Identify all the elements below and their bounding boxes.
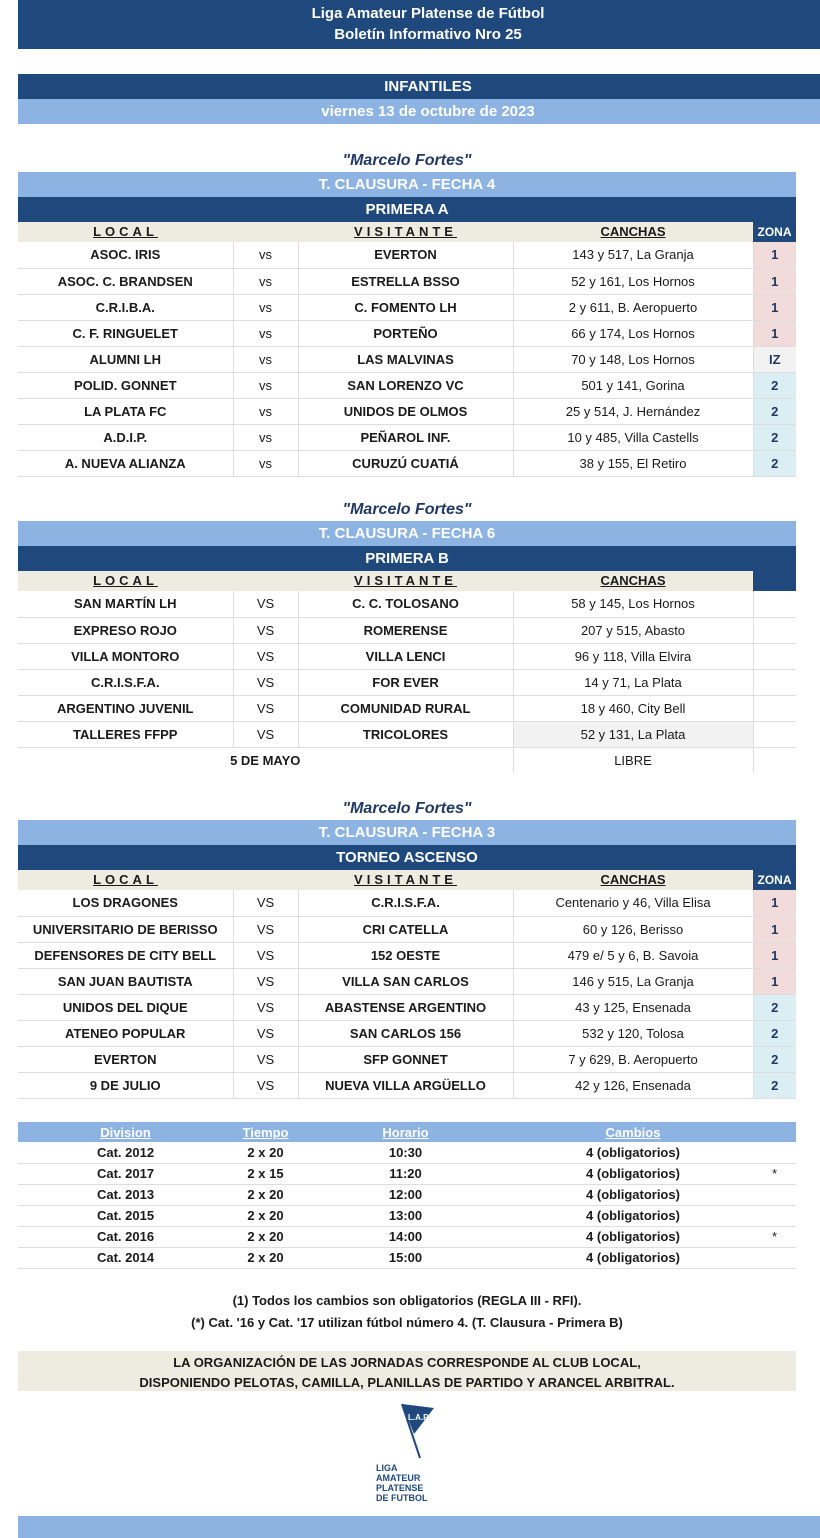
horario-cell: 11:20: [298, 1163, 513, 1184]
zona-badge: 2: [753, 994, 796, 1020]
vs-label: VS: [233, 617, 298, 643]
horario-cell: 14:00: [298, 1226, 513, 1247]
zona-badge: 1: [753, 968, 796, 994]
schedule-row: [18, 1163, 796, 1184]
table-header: [18, 222, 796, 242]
tiempo-cell: 2 x 20: [233, 1184, 298, 1205]
visiting-team: VILLA LENCI: [298, 643, 513, 669]
horario-cell: 10:30: [298, 1142, 513, 1163]
venue: 479 e/ 5 y 6, B. Savoia: [513, 942, 753, 968]
footer-bar: [18, 1516, 820, 1538]
local-team: ASOC. C. BRANDSEN: [18, 268, 233, 294]
empty-cell: [753, 617, 796, 643]
zona-badge: 1: [753, 294, 796, 320]
vs-label: VS: [233, 721, 298, 747]
note-cambios: (1) Todos los cambios son obligatorios (REGLA III - RFI).: [232, 1293, 582, 1308]
local-team: POLID. GONNET: [18, 372, 233, 398]
header-local: LOCAL: [18, 571, 233, 591]
empty-cell: [753, 591, 796, 617]
category-title: INFANTILES: [18, 74, 820, 99]
local-team: EXPRESO ROJO: [18, 617, 233, 643]
venue: 143 y 517, La Granja: [513, 242, 753, 268]
local-team: A.D.I.P.: [18, 424, 233, 450]
visiting-team: C. C. TOLOSANO: [298, 591, 513, 617]
league-logo: [360, 1400, 460, 1503]
header-tiempo: Tiempo: [233, 1122, 298, 1142]
fixtures-body: [18, 890, 796, 1098]
local-team: SAN JUAN BAUTISTA: [18, 968, 233, 994]
fixtures-body: [18, 591, 796, 747]
vs-label: VS: [233, 643, 298, 669]
vs-label: vs: [233, 346, 298, 372]
vs-label: VS: [233, 1020, 298, 1046]
local-team: TALLERES FFPP: [18, 721, 233, 747]
division-cell: Cat. 2014: [18, 1247, 233, 1268]
visiting-team: ESTRELLA BSSO: [298, 268, 513, 294]
match-row: [18, 890, 796, 916]
header-zona: ZONA: [753, 222, 796, 242]
vs-label: VS: [233, 916, 298, 942]
header-canchas: CANCHAS: [600, 224, 666, 239]
logo-line: PLATENSE: [376, 1483, 424, 1493]
match-row: [18, 268, 796, 294]
visiting-team: VILLA SAN CARLOS: [298, 968, 513, 994]
venue: 18 y 460, City Bell: [513, 695, 753, 721]
venue: 52 y 131, La Plata: [513, 721, 753, 747]
venue: 146 y 515, La Granja: [513, 968, 753, 994]
vs-label: vs: [233, 320, 298, 346]
vs-label: vs: [233, 242, 298, 268]
header-zona: ZONA: [753, 870, 796, 890]
visiting-team: ROMERENSE: [298, 617, 513, 643]
vs-label: vs: [233, 372, 298, 398]
match-row: [18, 617, 796, 643]
vs-label: VS: [233, 890, 298, 916]
local-team: C. F. RINGUELET: [18, 320, 233, 346]
fixtures-table: [18, 870, 796, 1099]
match-row: [18, 1072, 796, 1098]
horario-cell: 15:00: [298, 1247, 513, 1268]
venue: 66 y 174, Los Hornos: [513, 320, 753, 346]
local-team: UNIDOS DEL DIQUE: [18, 994, 233, 1020]
visiting-team: PEÑAROL INF.: [298, 424, 513, 450]
match-row: [18, 695, 796, 721]
match-row: [18, 242, 796, 268]
venue: 42 y 126, Ensenada: [513, 1072, 753, 1098]
local-team: ATENEO POPULAR: [18, 1020, 233, 1046]
empty-cell: [753, 669, 796, 695]
schedule-row: [18, 1247, 796, 1268]
visiting-team: PORTEÑO: [298, 320, 513, 346]
match-row: [18, 294, 796, 320]
header-division: Division: [18, 1122, 233, 1142]
local-team: EVERTON: [18, 1046, 233, 1072]
local-team: C.R.I.S.F.A.: [18, 669, 233, 695]
venue: 532 y 120, Tolosa: [513, 1020, 753, 1046]
header-visitante: VISITANTE: [354, 872, 457, 887]
division-cell: Cat. 2013: [18, 1184, 233, 1205]
schedule-header: [18, 1122, 796, 1142]
venue: 501 y 141, Gorina: [513, 372, 753, 398]
match-row: [18, 346, 796, 372]
horario-cell: 13:00: [298, 1205, 513, 1226]
cambios-cell: 4 (obligatorios): [513, 1247, 753, 1268]
visiting-team: C.R.I.S.F.A.: [298, 890, 513, 916]
visiting-team: TRICOLORES: [298, 721, 513, 747]
venue: 14 y 71, La Plata: [513, 669, 753, 695]
schedule-section: [18, 1122, 796, 1269]
footnote-mark: [753, 1142, 796, 1163]
venue: 207 y 515, Abasto: [513, 617, 753, 643]
schedule-row: [18, 1184, 796, 1205]
header-cambios: Cambios: [513, 1122, 753, 1142]
libre-row: [18, 747, 796, 773]
zona-badge: 1: [753, 890, 796, 916]
vs-label: vs: [233, 424, 298, 450]
header-local: LOCAL: [93, 872, 158, 887]
local-team: ASOC. IRIS: [18, 242, 233, 268]
division-title: PRIMERA A: [18, 197, 796, 222]
visiting-team: EVERTON: [298, 242, 513, 268]
fecha-title: T. CLAUSURA - FECHA 6: [18, 521, 796, 546]
header-canchas: CANCHAS: [600, 872, 666, 887]
vs-label: VS: [233, 591, 298, 617]
footnote-mark: [753, 1205, 796, 1226]
libre-team: 5 DE MAYO: [18, 747, 513, 773]
section-primera-a: [18, 150, 796, 477]
vs-label: vs: [233, 398, 298, 424]
match-row: [18, 1020, 796, 1046]
cup-name: "Marcelo Fortes": [342, 152, 472, 169]
visiting-team: NUEVA VILLA ARGÜELLO: [298, 1072, 513, 1098]
header-local: LOCAL: [93, 224, 158, 239]
local-team: LOS DRAGONES: [18, 890, 233, 916]
venue: 58 y 145, Los Hornos: [513, 591, 753, 617]
match-row: [18, 968, 796, 994]
note-ball-size: (*) Cat. '16 y Cat. '17 utilizan fútbol número 4. (T. Clausura - Primera B): [191, 1315, 623, 1330]
empty-cell: [753, 721, 796, 747]
cambios-cell: 4 (obligatorios): [513, 1205, 753, 1226]
logo-text: [360, 1463, 460, 1503]
schedule-table: [18, 1122, 796, 1269]
visiting-team: COMUNIDAD RURAL: [298, 695, 513, 721]
visiting-team: UNIDOS DE OLMOS: [298, 398, 513, 424]
local-team: ARGENTINO JUVENIL: [18, 695, 233, 721]
footnote-mark: [753, 1184, 796, 1205]
match-row: [18, 424, 796, 450]
cup-name: "Marcelo Fortes": [342, 800, 472, 817]
division-cell: Cat. 2015: [18, 1205, 233, 1226]
visiting-team: 152 OESTE: [298, 942, 513, 968]
zona-badge: IZ: [753, 346, 796, 372]
venue: 25 y 514, J. Hernández: [513, 398, 753, 424]
vs-label: vs: [233, 294, 298, 320]
section-primera-b: [18, 499, 796, 773]
zona-badge: 1: [753, 320, 796, 346]
zona-badge: 1: [753, 242, 796, 268]
header-horario: Horario: [298, 1122, 513, 1142]
venue: 7 y 629, B. Aeropuerto: [513, 1046, 753, 1072]
organization-line-1: LA ORGANIZACIÓN DE LAS JORNADAS CORRESPONDE AL CLUB LOCAL,: [173, 1355, 641, 1370]
visiting-team: SAN LORENZO VC: [298, 372, 513, 398]
schedule-row: [18, 1205, 796, 1226]
match-row: [18, 398, 796, 424]
tiempo-cell: 2 x 20: [233, 1247, 298, 1268]
flag-icon: [380, 1400, 440, 1460]
libre-label: LIBRE: [513, 747, 753, 773]
date-banner: viernes 13 de octubre de 2023: [18, 99, 820, 124]
vs-label: VS: [233, 942, 298, 968]
header-canchas: CANCHAS: [513, 571, 753, 591]
cambios-cell: 4 (obligatorios): [513, 1184, 753, 1205]
vs-label: VS: [233, 994, 298, 1020]
match-row: [18, 994, 796, 1020]
cambios-cell: 4 (obligatorios): [513, 1142, 753, 1163]
visiting-team: ABASTENSE ARGENTINO: [298, 994, 513, 1020]
match-row: [18, 1046, 796, 1072]
match-row: [18, 721, 796, 747]
zona-badge: 1: [753, 916, 796, 942]
venue: 2 y 611, B. Aeropuerto: [513, 294, 753, 320]
zona-badge: 2: [753, 1020, 796, 1046]
vs-label: VS: [233, 968, 298, 994]
zona-badge: 2: [753, 424, 796, 450]
tiempo-cell: 2 x 20: [233, 1226, 298, 1247]
fecha-title: T. CLAUSURA - FECHA 3: [18, 820, 796, 845]
venue: 52 y 161, Los Hornos: [513, 268, 753, 294]
local-team: SAN MARTÍN LH: [18, 591, 233, 617]
division-title: TORNEO ASCENSO: [18, 845, 796, 870]
cambios-cell: 4 (obligatorios): [513, 1163, 753, 1184]
footnote-mark: *: [753, 1226, 796, 1247]
tiempo-cell: 2 x 20: [233, 1205, 298, 1226]
zona-badge: 2: [753, 398, 796, 424]
match-row: [18, 591, 796, 617]
venue: 70 y 148, Los Hornos: [513, 346, 753, 372]
tiempo-cell: 2 x 20: [233, 1142, 298, 1163]
division-cell: Cat. 2016: [18, 1226, 233, 1247]
venue: 60 y 126, Berisso: [513, 916, 753, 942]
tiempo-cell: 2 x 15: [233, 1163, 298, 1184]
footnote-mark: *: [753, 1163, 796, 1184]
horario-cell: 12:00: [298, 1184, 513, 1205]
organization-notice: [18, 1351, 796, 1391]
notes: [18, 1290, 796, 1334]
bulletin-header: [18, 0, 820, 49]
section-torneo-ascenso: [18, 798, 796, 1099]
visiting-team: CRI CATELLA: [298, 916, 513, 942]
visiting-team: C. FOMENTO LH: [298, 294, 513, 320]
local-team: C.R.I.B.A.: [18, 294, 233, 320]
zona-badge: 1: [753, 268, 796, 294]
zona-badge: 2: [753, 372, 796, 398]
venue: 38 y 155, El Retiro: [513, 450, 753, 476]
logo-line: DE FUTBOL: [376, 1493, 428, 1503]
vs-label: VS: [233, 1046, 298, 1072]
schedule-body: [18, 1142, 796, 1268]
venue: 96 y 118, Villa Elvira: [513, 643, 753, 669]
schedule-row: [18, 1226, 796, 1247]
logo-line: AMATEUR: [376, 1473, 421, 1483]
zona-badge: 2: [753, 450, 796, 476]
local-team: ALUMNI LH: [18, 346, 233, 372]
empty-cell: [753, 695, 796, 721]
header-visitante: VISITANTE: [354, 224, 457, 239]
match-row: [18, 320, 796, 346]
table-header: [18, 571, 796, 591]
vs-label: VS: [233, 669, 298, 695]
match-row: [18, 372, 796, 398]
visiting-team: LAS MALVINAS: [298, 346, 513, 372]
match-row: [18, 942, 796, 968]
zona-badge: 2: [753, 1046, 796, 1072]
zona-badge: 1: [753, 942, 796, 968]
empty-cell: [753, 643, 796, 669]
vs-label: VS: [233, 695, 298, 721]
fixtures-table: [18, 571, 796, 773]
visiting-team: SFP GONNET: [298, 1046, 513, 1072]
venue: 10 y 485, Villa Castells: [513, 424, 753, 450]
footnote-mark: [753, 1247, 796, 1268]
vs-label: VS: [233, 1072, 298, 1098]
venue: 43 y 125, Ensenada: [513, 994, 753, 1020]
venue: Centenario y 46, Villa Elisa: [513, 890, 753, 916]
logo-line: LIGA: [376, 1463, 398, 1473]
schedule-row: [18, 1142, 796, 1163]
vs-label: vs: [233, 450, 298, 476]
flag-text: L.A.P: [408, 1413, 429, 1422]
visiting-team: FOR EVER: [298, 669, 513, 695]
division-title: PRIMERA B: [18, 546, 796, 571]
fixtures-table: [18, 222, 796, 477]
fecha-title: T. CLAUSURA - FECHA 4: [18, 172, 796, 197]
organization-line-2: DISPONIENDO PELOTAS, CAMILLA, PLANILLAS DE PARTIDO Y ARANCEL ARBITRAL.: [139, 1375, 675, 1390]
local-team: VILLA MONTORO: [18, 643, 233, 669]
bulletin-number: Boletín Informativo Nro 25: [334, 26, 522, 43]
vs-label: vs: [233, 268, 298, 294]
cup-name: "Marcelo Fortes": [342, 501, 472, 518]
division-cell: Cat. 2017: [18, 1163, 233, 1184]
cambios-cell: 4 (obligatorios): [513, 1226, 753, 1247]
match-row: [18, 450, 796, 476]
fixtures-body: [18, 242, 796, 476]
match-row: [18, 643, 796, 669]
zona-badge: 2: [753, 1072, 796, 1098]
match-row: [18, 916, 796, 942]
visiting-team: CURUZÚ CUATIÁ: [298, 450, 513, 476]
local-team: LA PLATA FC: [18, 398, 233, 424]
league-name: Liga Amateur Platense de Fútbol: [311, 5, 545, 22]
header-visitante: VISITANTE: [298, 571, 513, 591]
local-team: DEFENSORES DE CITY BELL: [18, 942, 233, 968]
division-cell: Cat. 2012: [18, 1142, 233, 1163]
match-row: [18, 669, 796, 695]
local-team: 9 DE JULIO: [18, 1072, 233, 1098]
visiting-team: SAN CARLOS 156: [298, 1020, 513, 1046]
local-team: UNIVERSITARIO DE BERISSO: [18, 916, 233, 942]
table-header: [18, 870, 796, 890]
local-team: A. NUEVA ALIANZA: [18, 450, 233, 476]
